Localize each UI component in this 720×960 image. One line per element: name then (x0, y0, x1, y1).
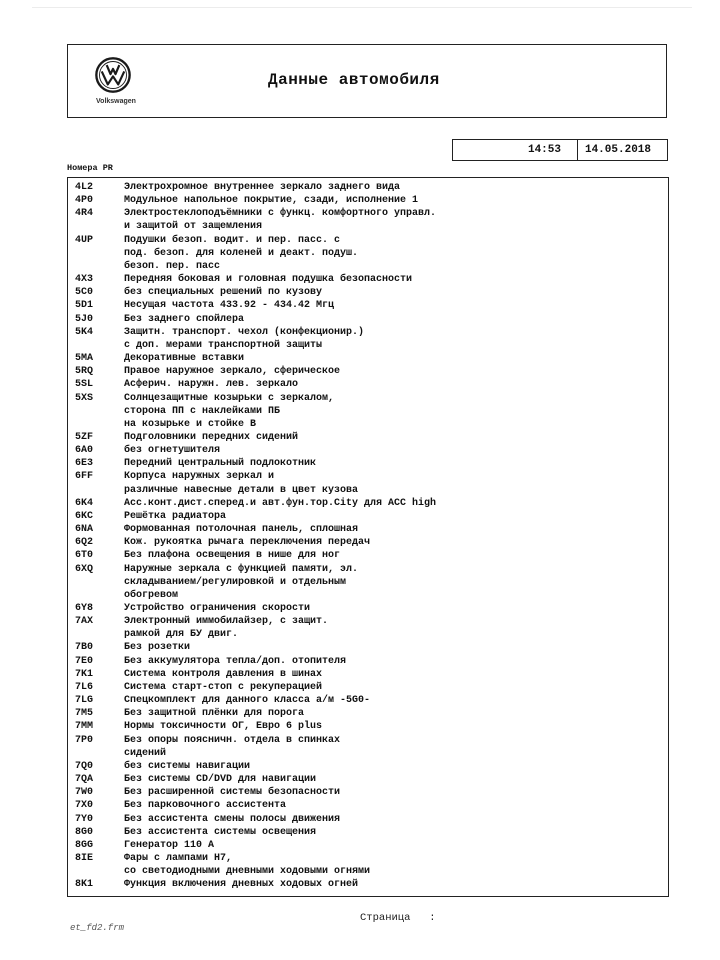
pr-code: 6E3 (75, 458, 94, 470)
pr-code: 4P0 (75, 195, 94, 207)
time-value: 14:53 (453, 140, 578, 160)
pr-item-row (68, 641, 668, 654)
pr-description-line: Подголовники передних сидений (124, 431, 299, 443)
pr-description-line: Функция включения дневных ходовых огней (124, 879, 359, 891)
form-filename: et_fd2.frm (70, 923, 125, 933)
pr-item-row (68, 786, 668, 799)
pr-description-line: Защитн. транспорт. чехол (конфекционир.) (124, 326, 365, 338)
pr-description-line: и защитой от защемления (124, 221, 263, 233)
pr-description-line: Генератор 110 A (124, 839, 215, 851)
pr-description-line: складыванием/регулировкой и отдельным (124, 576, 347, 588)
pr-description-line: без огнетушителя (124, 445, 221, 457)
pr-code: 6FF (75, 471, 94, 483)
pr-item-row (68, 234, 668, 273)
pr-description-line: Передняя боковая и головная подушка безопасности (124, 274, 413, 286)
pr-description-line: Без системы CD/DVD для навигации (124, 774, 317, 786)
pr-description-line: на козырьке и стойке B (124, 418, 257, 430)
pr-section-heading: Номера PR (67, 163, 113, 173)
pr-code: 7AX (75, 616, 94, 628)
pr-code: 5SL (75, 379, 94, 391)
pr-item-row (68, 313, 668, 326)
date-value: 14.05.2018 (584, 144, 651, 156)
pr-description-line: без специальных решений по кузову (124, 287, 323, 299)
pr-code: 7QA (75, 774, 94, 786)
pr-description (124, 694, 668, 707)
pr-item-row (68, 563, 668, 602)
pr-description-line: Нормы токсичности ОГ, Евро 6 plus (124, 721, 323, 733)
pr-code: 8G0 (75, 826, 94, 838)
pr-item-row (68, 773, 668, 786)
pr-code: 7W0 (75, 787, 94, 799)
pr-description (124, 352, 668, 365)
pr-description (124, 615, 668, 641)
pr-description-line: со светодиодными дневными ходовыми огнями (124, 866, 371, 878)
pr-item-row (68, 431, 668, 444)
pr-description (124, 444, 668, 457)
pr-description-line: Устройство ограничения скорости (124, 603, 311, 614)
pr-code: 6Q2 (75, 537, 94, 549)
pr-code: 7E0 (75, 655, 94, 667)
pr-item-row (68, 326, 668, 352)
pr-description (124, 470, 668, 496)
pr-description (124, 602, 668, 615)
pr-code: 5RQ (75, 366, 94, 378)
pr-code: 6XQ (75, 563, 94, 575)
pr-description-line: Корпуса наружных зеркал и (124, 471, 275, 483)
pr-description (124, 734, 668, 760)
pr-item-row (68, 615, 668, 641)
brand-name: Volkswagen (96, 98, 136, 105)
pr-description-line: Модульное напольное покрытие, сзади, исполнение 1 (124, 195, 419, 207)
pr-description (124, 563, 668, 602)
pr-item-row (68, 181, 668, 194)
pr-code: 5C0 (75, 287, 94, 299)
pr-description (124, 207, 668, 233)
page-number-label: Страница : (360, 912, 436, 924)
pr-code: 4X3 (75, 274, 94, 286)
pr-description-line: Несущая частота 433.92 - 434.42 Мгц (124, 300, 335, 312)
pr-description (124, 181, 668, 194)
pr-description (124, 497, 668, 510)
pr-item-row (68, 878, 668, 891)
pr-item-row (68, 852, 668, 878)
pr-description-line: Декоративные вставки (124, 353, 245, 365)
pr-description-line: сидений (124, 747, 167, 759)
pr-description (124, 313, 668, 326)
pr-code: 4R4 (75, 208, 94, 220)
pr-code: 5K4 (75, 326, 94, 338)
pr-code: 8K1 (75, 879, 94, 891)
pr-description-line: безоп. пер. пасс (124, 260, 221, 272)
pr-item-row (68, 352, 668, 365)
pr-description-line: Без парковочного ассистента (124, 800, 287, 812)
pr-description-line: Без ассистента смены полосы движения (124, 813, 341, 825)
pr-description-line: Без заднего спойлера (124, 313, 245, 325)
pr-description (124, 668, 668, 681)
pr-code: 6A0 (75, 445, 94, 457)
pr-description (124, 378, 668, 391)
pr-code: 5D1 (75, 300, 94, 312)
pr-item-row (68, 694, 668, 707)
pr-description-line: Солнцезащитные козырьки с зеркалом, (124, 392, 335, 404)
pr-code: 7P0 (75, 734, 94, 746)
pr-description (124, 655, 668, 668)
pr-item-row (68, 707, 668, 720)
pr-description-line: без системы навигации (124, 760, 251, 772)
pr-item-row (68, 826, 668, 839)
pr-description-line: Наружные зеркала с функцией памяти, эл. (124, 563, 359, 575)
pr-code: 6Y8 (75, 603, 94, 614)
pr-description-line: Правое наружное зеркало, сферическое (124, 366, 341, 378)
pr-item-row (68, 378, 668, 391)
pr-description (124, 852, 668, 878)
pr-item-row (68, 523, 668, 536)
pr-description-line: Без аккумулятора тепла/доп. отопителя (124, 655, 347, 667)
pr-description (124, 510, 668, 523)
pr-description-line: Электрохромное внутреннее зеркало заднего вида (124, 182, 401, 193)
pr-description (124, 299, 668, 312)
pr-item-row (68, 299, 668, 312)
pr-item-row (68, 760, 668, 773)
pr-description-line: Передний центральный подлокотник (124, 458, 317, 470)
pr-description (124, 365, 668, 378)
pr-description-line: Электростеклоподъёмники с функц. комфортного управл. (124, 208, 437, 220)
pr-code: 8GG (75, 839, 94, 851)
pr-description-line: под. безоп. для коленей и деакт. подуш. (124, 247, 359, 259)
pr-code: 7LG (75, 695, 94, 707)
pr-item-row (68, 681, 668, 694)
pr-item-row (68, 536, 668, 549)
pr-item-row (68, 194, 668, 207)
pr-description-line: Асс.конт.дист.сперед.и авт.фун.тор.City для ACC high (124, 497, 437, 509)
pr-code: 7K1 (75, 668, 94, 680)
pr-description-line: рамкой для БУ двиг. (124, 629, 239, 641)
pr-description (124, 549, 668, 562)
pr-item-row (68, 444, 668, 457)
pr-description (124, 786, 668, 799)
pr-description (124, 813, 668, 826)
pr-description-line: различные навесные детали в цвет кузова (124, 484, 359, 496)
pr-description (124, 826, 668, 839)
pr-description-line: Кож. рукоятка рычага переключения передач (124, 537, 371, 549)
pr-description (124, 773, 668, 786)
pr-description (124, 839, 668, 852)
pr-description-line: сторона ПП с наклейками ПБ (124, 405, 281, 417)
pr-item-row (68, 734, 668, 760)
pr-code: 5MA (75, 353, 94, 365)
pr-description-line: Без розетки (124, 642, 191, 654)
pr-item-row (68, 392, 668, 431)
pr-item-row (68, 720, 668, 733)
pr-description-line: с доп. мерами транспортной защиты (124, 339, 323, 351)
pr-code: 6KC (75, 510, 94, 522)
pr-description (124, 707, 668, 720)
pr-description (124, 431, 668, 444)
pr-description (124, 523, 668, 536)
pr-description (124, 799, 668, 812)
pr-description-line: Асферич. наружн. лев. зеркало (124, 379, 299, 391)
top-divider (32, 7, 692, 8)
pr-item-row (68, 497, 668, 510)
pr-description-line: Система старт-стоп с рекуперацией (124, 681, 323, 693)
pr-description-line: Без опоры поясничн. отдела в спинках (124, 734, 341, 746)
pr-item-row (68, 668, 668, 681)
page-title: Данные автомобиля (268, 71, 440, 89)
pr-code: 4UP (75, 234, 94, 246)
pr-code: 8IE (75, 852, 94, 864)
pr-description-line: Решётка радиатора (124, 510, 227, 522)
pr-code: 7Q0 (75, 760, 94, 772)
pr-description (124, 392, 668, 431)
pr-code: 5XS (75, 392, 94, 404)
pr-item-row (68, 286, 668, 299)
pr-item-row (68, 457, 668, 470)
pr-item-row (68, 549, 668, 562)
pr-item-row (68, 207, 668, 233)
pr-code: 5ZF (75, 431, 94, 443)
pr-code: 6K4 (75, 497, 94, 509)
pr-description (124, 536, 668, 549)
pr-description-line: Без защитной плёнки для порога (124, 708, 305, 720)
pr-description-line: Без ассистента системы освещения (124, 826, 317, 838)
pr-item-row (68, 273, 668, 286)
pr-description (124, 641, 668, 654)
pr-description-line: Электронный иммобилайзер, с защит. (124, 616, 329, 628)
pr-code: 7X0 (75, 800, 94, 812)
pr-description-line: обогревом (124, 589, 179, 601)
pr-item-row (68, 602, 668, 615)
pr-item-row (68, 470, 668, 496)
document-header (67, 44, 667, 118)
pr-description (124, 457, 668, 470)
pr-description (124, 273, 668, 286)
pr-description (124, 194, 668, 207)
pr-code: 7L6 (75, 681, 94, 693)
pr-code: 7MM (75, 721, 94, 733)
pr-code: 5J0 (75, 313, 94, 325)
volkswagen-logo-icon (95, 57, 131, 93)
pr-item-row (68, 655, 668, 668)
pr-description (124, 681, 668, 694)
pr-description-line: Формованная потолочная панель, сплошная (124, 524, 359, 536)
timestamp-box (452, 139, 668, 161)
pr-code: 7M5 (75, 708, 94, 720)
pr-item-row (68, 365, 668, 378)
pr-code: 4L2 (75, 182, 94, 193)
pr-description (124, 878, 668, 891)
pr-description-line: Система контроля давления в шинах (124, 668, 323, 680)
pr-description-line: Фары с лампами H7, (124, 852, 233, 864)
pr-code: 6T0 (75, 550, 94, 562)
pr-item-row (68, 813, 668, 826)
pr-item-row (68, 510, 668, 523)
pr-description (124, 234, 668, 273)
pr-description-line: Без расширенной системы безопасности (124, 787, 341, 799)
pr-item-row (68, 799, 668, 812)
pr-description (124, 720, 668, 733)
pr-description-line: Спецкомплект для данного класса а/м -5G0- (124, 695, 371, 707)
pr-code: 7Y0 (75, 813, 94, 825)
pr-code: 7B0 (75, 642, 94, 654)
pr-codes-list (67, 177, 669, 897)
pr-description-line: Подушки безоп. водит. и пер. пасс. с (124, 234, 341, 246)
pr-description (124, 760, 668, 773)
pr-item-row (68, 839, 668, 852)
pr-description (124, 286, 668, 299)
pr-description-line: Без плафона освещения в нише для ног (124, 550, 341, 562)
pr-code: 6NA (75, 524, 94, 536)
pr-description (124, 326, 668, 352)
